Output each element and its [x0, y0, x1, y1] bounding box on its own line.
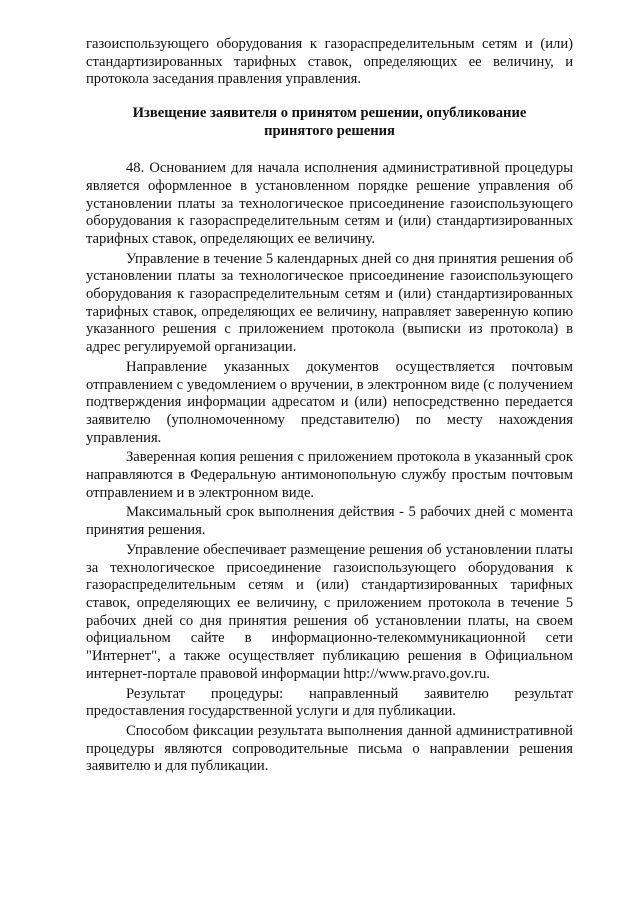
paragraph-fas-copy: Заверенная копия решения с приложением протокола в указанный срок направляются в Федеральную антимонопольную службу простым почтовым отправлением и в электронном виде. [86, 449, 573, 501]
section-heading-line-2: принятого решения [264, 122, 395, 139]
paragraph-max-term: Максимальный срок выполнения действия - 5 рабочих дней с момента принятия решения. [86, 504, 573, 539]
paragraph-notification: Управление в течение 5 календарных дней со дня принятия решения об установлении платы за технологическое присоединение газоиспользующего оборудования к газораспределительным сетям и (или) стандартизированных тарифных ставок, определяющих ее величину, направляет заверенную копию указанного решения с приложением протокола (выписки из протокола) в адрес регулируемой организации. [86, 250, 573, 356]
section-heading-line-1: Извещение заявителя о принятом решении, опубликование [132, 105, 527, 122]
paragraph-48: 48. Основанием для начала исполнения административной процедуры является оформленное в установленном порядке решение управления об установлении платы за технологическое присоединение газоиспользующего оборудования к газораспределительным сетям и (или) стандартизированных тарифных ставок, определяющих ее величину. [86, 160, 573, 247]
intro-paragraph: газоиспользующего оборудования к газораспределительным сетям и (или) стандартизированных тарифных ставок, определяющих ее величину, и протокола заседания правления управления. [86, 36, 573, 88]
section-heading [86, 105, 573, 140]
paragraph-result: Результат процедуры: направленный заявителю результат предоставления государственной услуги и для публикации. [86, 685, 573, 720]
paragraph-publication: Управление обеспечивает размещение решения об установлении платы за технологическое присоединение газоиспользующего оборудования к газораспределительным сетям и (или) стандартизированных тарифных ставок, определяющих ее величину, с приложением протокола в течение 5 рабочих дней со дня принятия решения об установлении платы, на своем официальном сайте в информационно-телекоммуникационной сети "Интернет", а также осуществляет публикацию решения в Официальном интернет-портале правовой информации http://www.pravo.gov.ru. [86, 541, 573, 682]
paragraph-fixation: Способом фиксации результата выполнения данной административной процедуры являются сопроводительные письма о направлении решения заявителю и для публикации. [86, 722, 573, 775]
document-page [86, 36, 573, 776]
paragraph-delivery: Направление указанных документов осуществляется почтовым отправлением с уведомлением о вручении, в электронном виде (с получением подтверждения информации адресатом и (или) непосредственно передается заявителю (уполномоченному представителю) по месту нахождения управления. [86, 358, 573, 446]
